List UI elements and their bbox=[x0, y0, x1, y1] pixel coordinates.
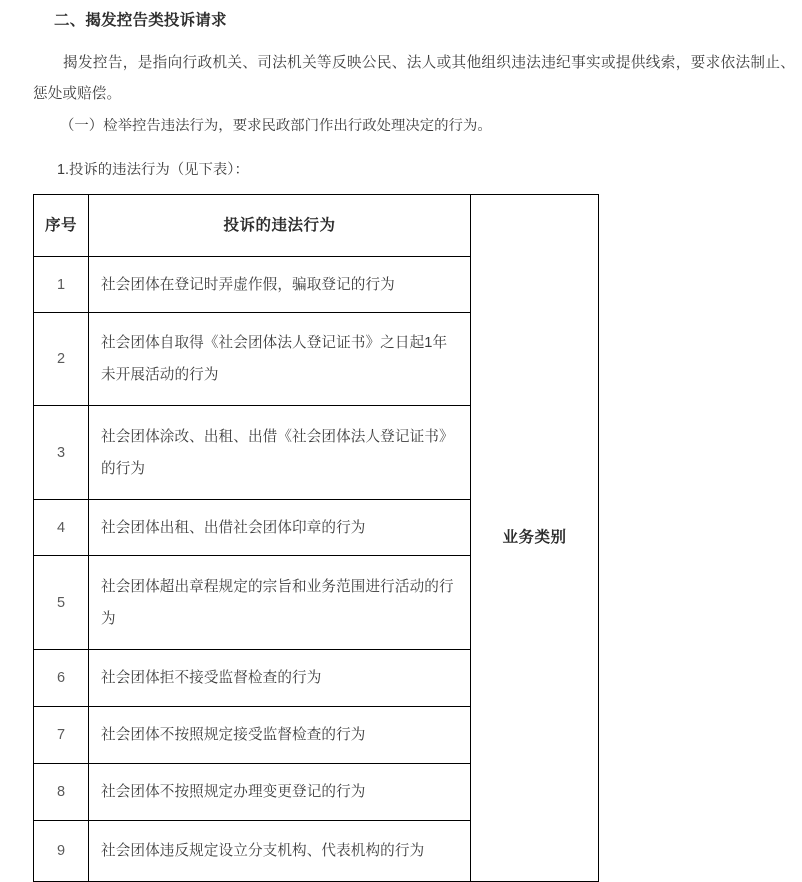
table-cell-seq: 4 bbox=[34, 500, 89, 556]
table-cell-action bbox=[89, 556, 471, 650]
table-header-category bbox=[471, 195, 599, 882]
table-header-category-label: 业务类别 bbox=[502, 529, 567, 546]
list-item-one: 1.投诉的违法行为（见下表）： bbox=[57, 162, 249, 178]
violation-table-container bbox=[33, 194, 598, 882]
table-cell-action-text: 社会团体不按照规定接受监督检查的行为 bbox=[101, 727, 366, 743]
table-cell-action-text: 社会团体涂改、出租、出借《社会团体法人登记证书》的行为 bbox=[101, 428, 454, 477]
table-cell-action-text: 社会团体不按照规定办理变更登记的行为 bbox=[101, 784, 366, 800]
table-cell-action-text: 社会团体出租、出借社会团体印章的行为 bbox=[101, 519, 366, 536]
table-cell-action-text: 社会团体自取得《社会团体法人登记证书》之日起1年未开展活动的行为 bbox=[101, 335, 448, 383]
table-cell-action bbox=[89, 257, 471, 313]
table-header-action bbox=[89, 195, 471, 257]
table-cell-action bbox=[89, 764, 471, 821]
table-header-action-label: 投诉的违法行为 bbox=[223, 216, 336, 234]
table-cell-seq: 3 bbox=[34, 406, 89, 500]
table-header-seq-label: 序号 bbox=[44, 216, 77, 234]
sub-item-one: （一）检举控告违法行为，要求民政部门作出行政处理决定的行为。 bbox=[60, 118, 492, 134]
table-cell-seq: 9 bbox=[34, 821, 89, 882]
violation-table bbox=[33, 194, 599, 882]
table-cell-action bbox=[89, 707, 471, 764]
table-header-row bbox=[34, 195, 599, 257]
table-cell-action-text: 社会团体拒不接受监督检查的行为 bbox=[101, 670, 322, 686]
table-cell-seq: 7 bbox=[34, 707, 89, 764]
table-cell-action-text: 社会团体违反规定设立分支机构、代表机构的行为 bbox=[101, 843, 425, 859]
table-cell-seq: 8 bbox=[34, 764, 89, 821]
table-cell-action bbox=[89, 313, 471, 406]
table-cell-seq: 1 bbox=[34, 257, 89, 313]
table-cell-seq: 6 bbox=[34, 650, 89, 707]
table-cell-seq: 2 bbox=[34, 313, 89, 406]
table-cell-action bbox=[89, 650, 471, 707]
table-cell-action bbox=[89, 500, 471, 556]
table-cell-seq: 5 bbox=[34, 556, 89, 650]
section-heading: 二、揭发控告类投诉请求 bbox=[54, 12, 227, 29]
table-cell-action bbox=[89, 821, 471, 882]
table-cell-action bbox=[89, 406, 471, 500]
intro-paragraph: 揭发控告，是指向行政机关、司法机关等反映公民、法人或其他组织违法违纪事实或提供线索，要求依法制止、惩处或赔偿。 bbox=[33, 55, 795, 102]
table-cell-action-text: 社会团体超出章程规定的宗旨和业务范围进行活动的行为 bbox=[101, 578, 454, 627]
table-cell-action-text: 社会团体在登记时弄虚作假，骗取登记的行为 bbox=[101, 276, 395, 293]
table-header-seq bbox=[34, 195, 89, 257]
